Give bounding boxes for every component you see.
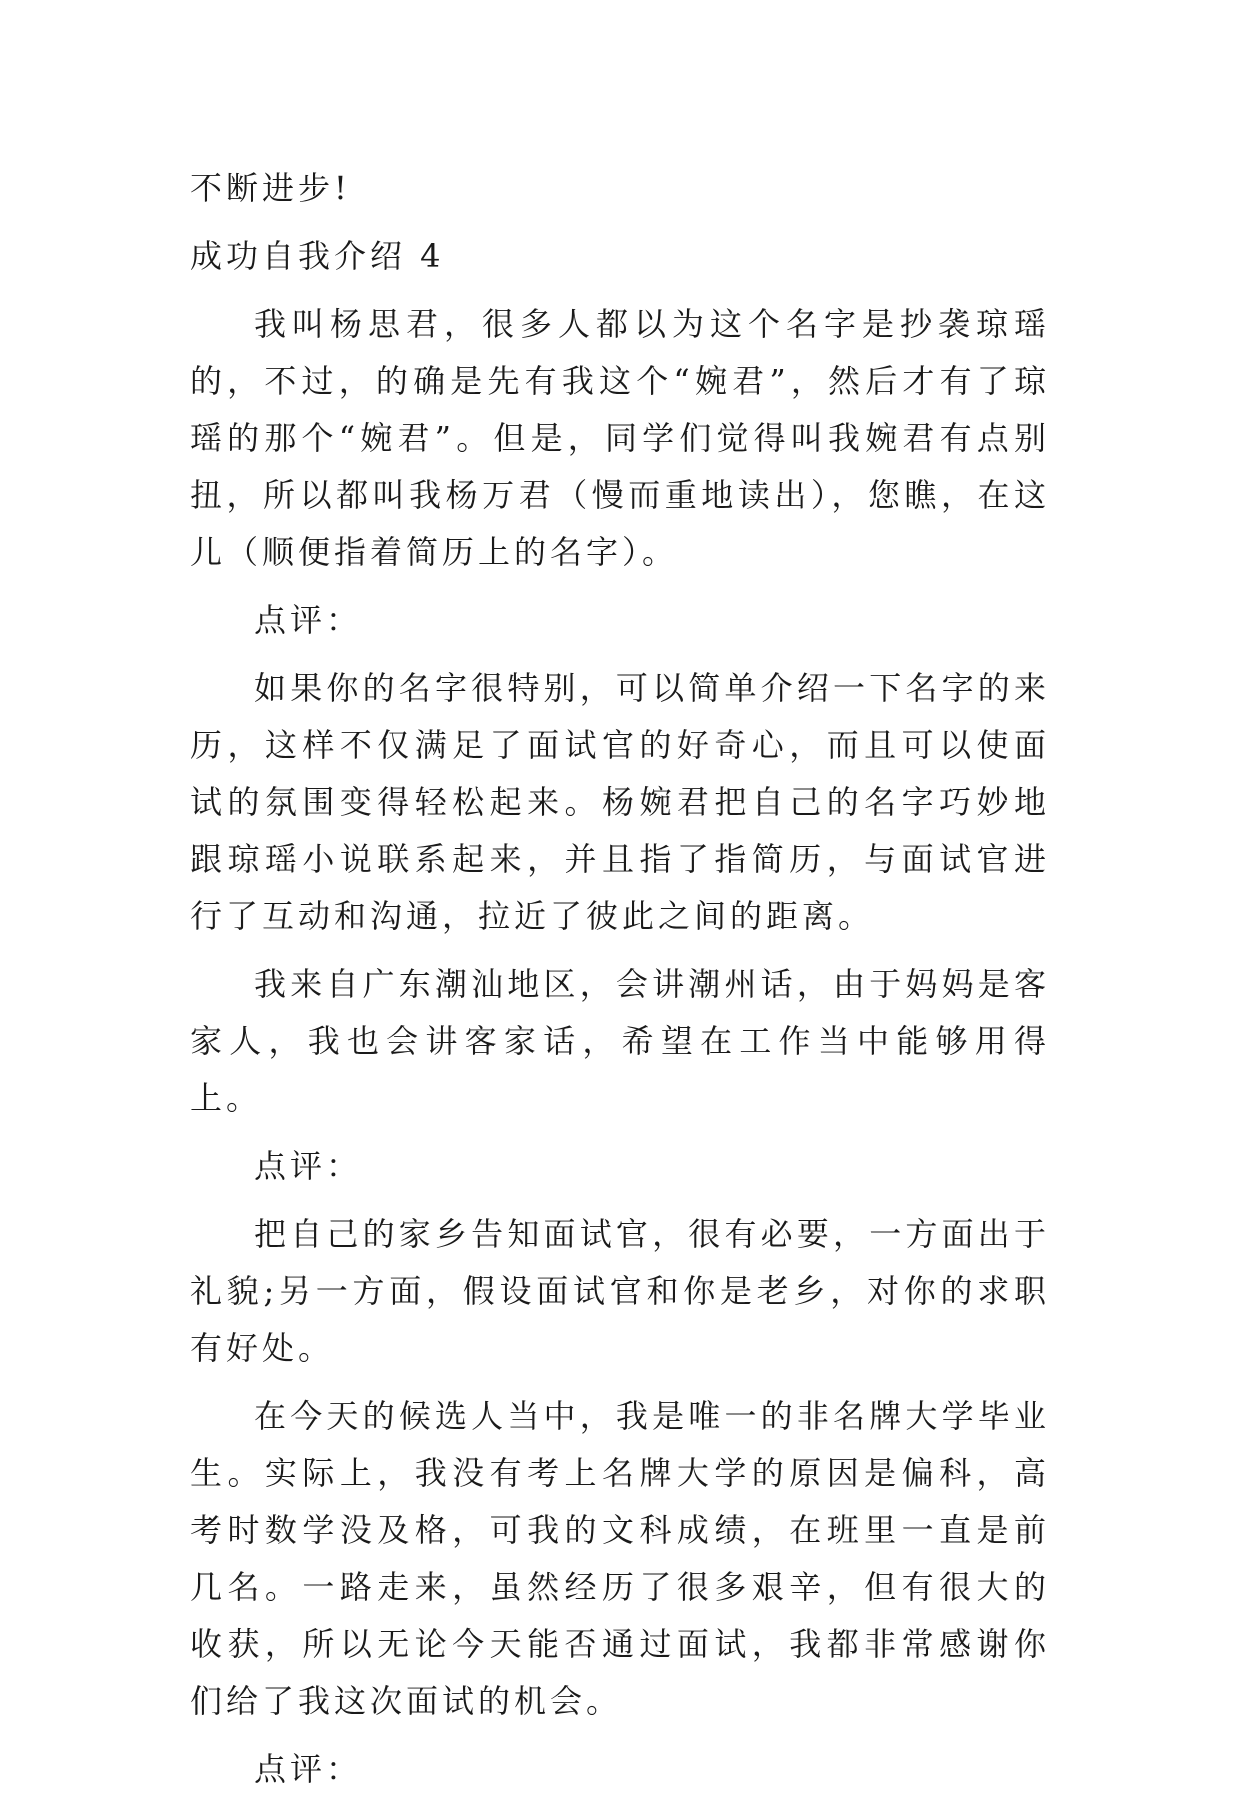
document-body [190,160,1050,1809]
paragraph-education: 在今天的候选人当中，我是唯一的非名牌大学毕业生。实际上，我没有考上名牌大学的原因是偏科，高考时数学没及格，可我的文科成绩，在班里一直是前几名。一路走来，虽然经历了很多艰辛，但有很大的收获，所以无论今天能否通过面试，我都非常感谢你们给了我这次面试的机会。 [190,1397,1050,1720]
previous-section-ending: 不断进步! [190,169,351,207]
comment-label: 点评： [254,601,363,639]
section-title: 成功自我介绍 4 [190,237,445,275]
paragraph-name-intro: 我叫杨思君，很多人都以为这个名字是抄袭琼瑶的，不过，的确是先有我这个“婉君”，然后才有了琼瑶的那个“婉君”。但是，同学们觉得叫我婉君有点别扭，所以都叫我杨万君（慢而重地读出），您瞧，在这儿（顺便指着简历上的名字）。 [190,305,1050,571]
comment-label: 点评： [254,1750,363,1788]
paragraph-hometown: 我来自广东潮汕地区，会讲潮州话，由于妈妈是客家人，我也会讲客家话，希望在工作当中能够用得上。 [190,965,1050,1117]
paragraph-hometown-comment: 把自己的家乡告知面试官，很有必要，一方面出于礼貌;另一方面，假设面试官和你是老乡，对你的求职有好处。 [190,1215,1050,1367]
paragraph-name-comment: 如果你的名字很特别，可以简单介绍一下名字的来历，这样不仅满足了面试官的好奇心，而且可以使面试的氛围变得轻松起来。杨婉君把自己的名字巧妙地跟琼瑶小说联系起来，并且指了指简历，与面试官进行了互动和沟通，拉近了彼此之间的距离。 [190,669,1050,935]
comment-label: 点评： [254,1147,363,1185]
